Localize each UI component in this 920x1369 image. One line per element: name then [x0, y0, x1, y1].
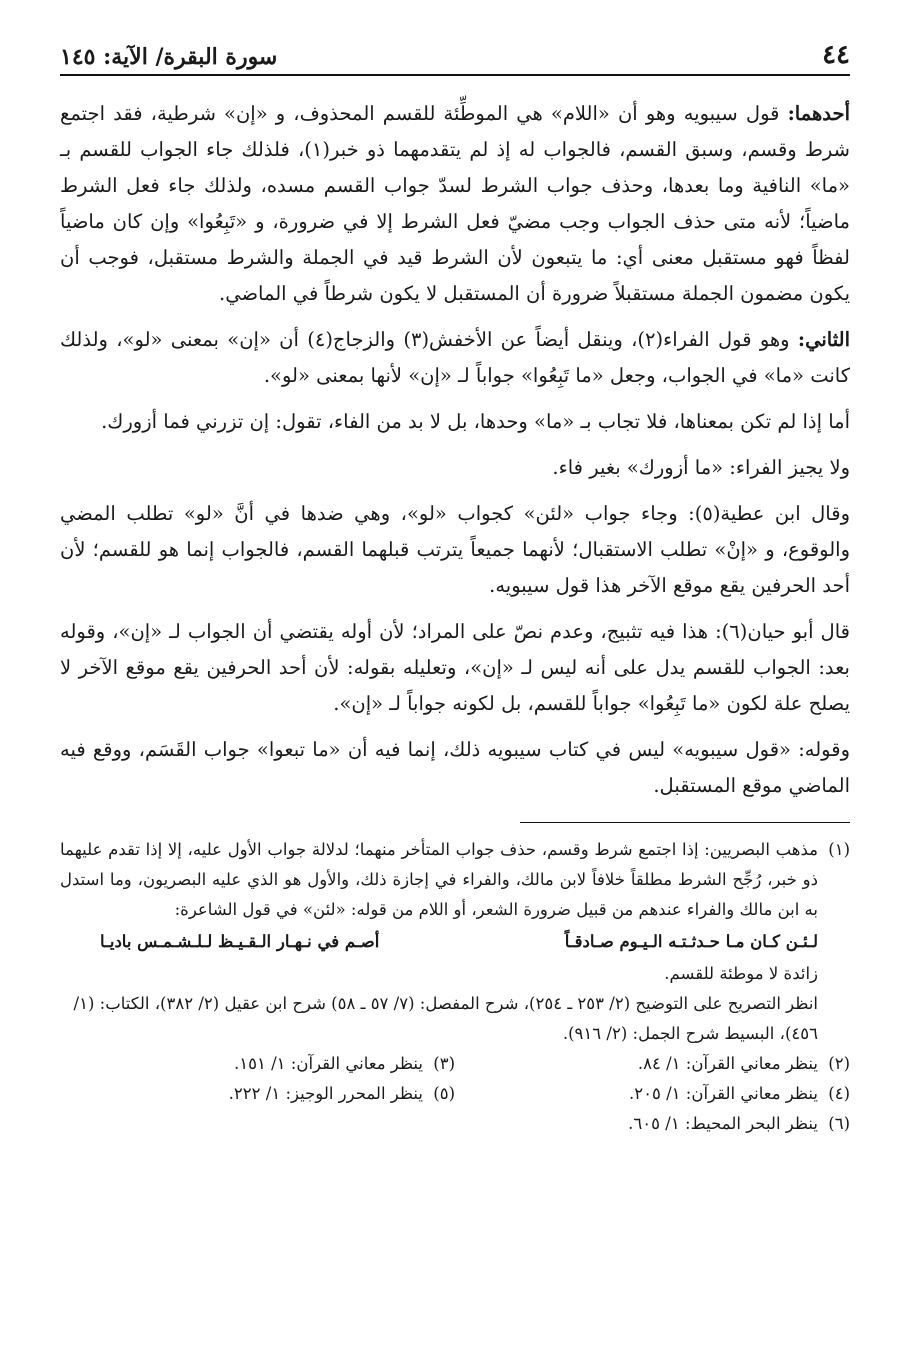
poetry-verse [60, 925, 850, 959]
footnotes-row [60, 1079, 850, 1109]
footnote-text: ينظر معاني القرآن: ١/ ٨٤. [637, 1054, 818, 1073]
page-header [60, 30, 850, 76]
footnote-text: ينظر معاني القرآن: ١/ ١٥١. [234, 1054, 423, 1073]
paragraph-lead: أحدهما: [787, 102, 850, 125]
paragraph-3: أما إذا لم تكن بمعناها، فلا تجاب بـ «ما» وحدها، بل لا بد من الفاء، تقول: إن تزرني فما أزورك. [101, 410, 850, 433]
footnote-separator [520, 822, 850, 823]
footnote-text: مذهب البصريين: إذا اجتمع شرط وقسم، حذف جواب المتأخر منهما؛ لدلالة جواب الأول عليه، إلا إذا تقدم عليهما ذو خبر، رُجِّح الشرط مطلقاً خلافاً لابن مالك، والفراء في إجازة ذلك، والأول هو الذي عليه البصريون، وما استدل به ابن مالك والفراء عندهم من قبيل ضرورة الشعر، أو اللام من قوله: «لئن» في قول الشاعرة: [60, 840, 818, 919]
footnote-number: (٤) [828, 1084, 850, 1103]
footnotes-row [60, 1049, 850, 1079]
paragraph-6: قال أبو حيان(٦): هذا فيه تثبيج، وعدم نصّ على المراد؛ لأن أوله يقتضي أن الجواب لـ «إن»، وقوله بعد: الجواب للقسم يدل على أنه ليس لـ «إن»، وتعليله بقوله: لأن أحد الحرفين يقع موقع الآخر لا يصلح علة لكون «ما تَبِعُوا» جواباً للقسم، بل لكونه جواباً لـ «إن». [60, 620, 850, 715]
footnote-5 [60, 1079, 455, 1109]
main-text [60, 96, 850, 804]
footnotes [60, 835, 850, 1139]
footnote-2 [455, 1049, 850, 1079]
paragraph-1 [60, 96, 850, 312]
footnote-3 [60, 1049, 455, 1079]
footnote-number: (١) [828, 840, 850, 859]
footnote-text: ينظر البحر المحيط: ١/ ٦٠٥. [628, 1114, 818, 1133]
verse-first-hemistich: لـئـن كـان مـا حـدثـتـه الـيـوم صـادقـاً [564, 932, 818, 951]
paragraph-lead: الثاني: [797, 328, 850, 351]
footnote-6 [60, 1109, 850, 1139]
paragraph-2 [60, 322, 850, 394]
book-page [60, 30, 850, 1349]
verse-second-hemistich: أصـم في نـهـار الـقـيـظ لـلـشـمـس باديـا [100, 932, 380, 951]
footnote-number: (٦) [828, 1114, 850, 1133]
footnote-number: (٢) [828, 1054, 850, 1073]
paragraph-4: ولا يجيز الفراء: «ما أزورك» بغير فاء. [552, 456, 850, 479]
paragraph-text: قول سيبويه وهو أن «اللام» هي الموطِّئة للقسم المحذوف، و «إن» شرطية، فقد اجتمع شرط وقسم، وسبق القسم، فالجواب له إذ لم يتقدمهما ذو خبر(١)، فلذلك جاء الجواب للقسم بـ «ما» النافية وما بعدها، وحذف جواب الشرط لسدّ جواب القسم مسده، ولذلك جاء فعل الشرط ماضياً؛ لأنه متى حذف الجواب وجب مضيّ فعل الشرط إلا في ضرورة، و «تَبِعُوا» وإن كان ماضياً لفظاً فهو مستقبل معنى أي: ما يتبعون لأن الشرط قيد في الجملة والشرط مستقبل، فوجب أن يكون مضمون الجملة مستقبلاً ضرورة أن المستقبل لا يكون شرطاً في الماضي. [60, 102, 850, 305]
footnote-number: (٣) [433, 1054, 455, 1073]
footnote-number: (٥) [433, 1084, 455, 1103]
paragraph-7: وقوله: «قول سيبويه» ليس في كتاب سيبويه ذلك، إنما فيه أن «ما تبعوا» جواب القَسَم، ووقع فيه الماضي موقع المستقبل. [60, 738, 850, 797]
running-title: سورة البقرة/ الآية: ١٤٥ [60, 44, 278, 70]
footnote-1-references: انظر التصريح على التوضيح (٢/ ٢٥٣ ـ ٢٥٤)، شرح المفصل: (٧/ ٥٧ ـ ٥٨) شرح ابن عقيل (٢/ ٣٨٢)، الكتاب: (١/ ٤٥٦)، البسيط شرح الجمل: (٢/ ٩١٦). [73, 994, 818, 1043]
footnote-4 [455, 1079, 850, 1109]
footnote-1-continuation: زائدة لا موطئة للقسم. [664, 964, 818, 983]
footnote-text: ينظر معاني القرآن: ١/ ٢٠٥. [629, 1084, 818, 1103]
footnote-1 [60, 835, 850, 925]
paragraph-5: وقال ابن عطية(٥): وجاء جواب «لئن» كجواب «لو»، وهي ضدها في أنَّ «لو» تطلب المضي والوقوع، و «إنْ» تطلب الاستقبال؛ لأنهما جميعاً يترتب قبلهما القسم، فالجواب إنما هو للقسم؛ لأن أحد الحرفين يقع موقع الآخر هذا قول سيبويه. [60, 502, 850, 597]
page-number: ٤٤ [822, 40, 850, 70]
paragraph-text: وهو قول الفراء(٢)، وينقل أيضاً عن الأخفش(٣) والزجاج(٤) أن «إن» بمعنى «لو»، ولذلك كانت «ما» في الجواب، وجعل «ما تَبِعُوا» جواباً لـ «إن» لأنها بمعنى «لو». [60, 328, 850, 387]
footnote-text: ينظر المحرر الوجيز: ١/ ٢٢٢. [228, 1084, 423, 1103]
